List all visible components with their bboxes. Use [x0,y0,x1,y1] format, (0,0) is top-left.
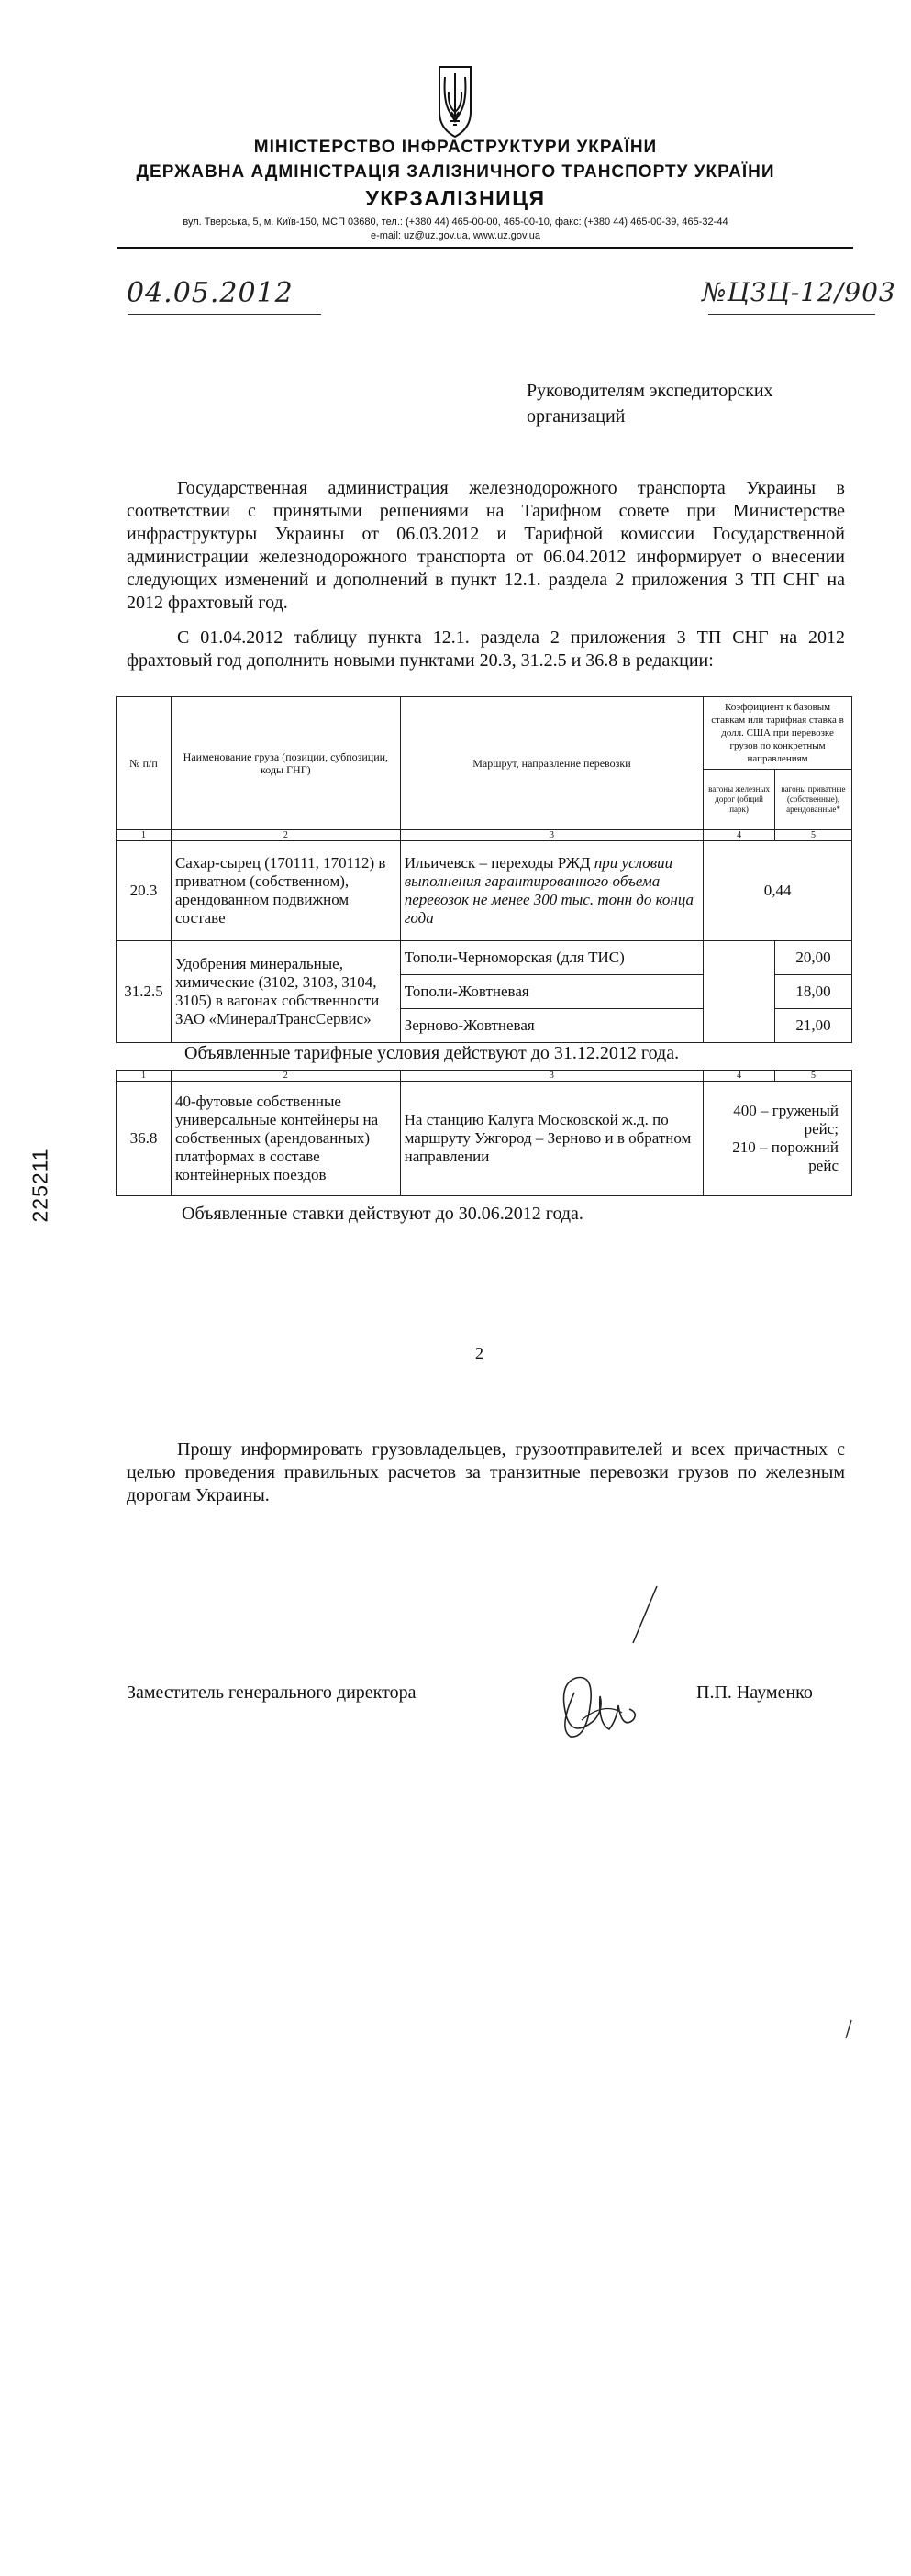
table2-column-numbers [117,1071,852,1082]
addressee-line2: организаций [527,406,626,427]
administration-title: ДЕРЖАВНА АДМІНІСТРАЦІЯ ЗАЛІЗНИЧНОГО ТРАНСПОРТУ УКРАЇНИ [136,162,775,182]
ukraine-trident-emblem-icon [437,64,473,139]
header-coef-private: вагоны приватные (собственные), арендованные* [775,770,852,830]
table1-note: Объявленные тарифные условия действуют до 31.12.2012 года. [184,1043,680,1063]
closing-paragraph: Прошу информировать грузовладельцев, грузоотправителей и всех причастных с целью проведения правильных расчетов за транзитные перевозки грузов по железным дорогам Украины. [127,1439,845,1505]
intro-paragraph-1: Государственная администрация железнодорожного транспорта Украины в соответствии с принятыми решениями на Тарифном совете при Министерстве инфраструктуры Украины от 06.03.2012 и Тарифной комиссии Государственной администрации железнодорожного транспорта от 06.04.2012 информирует о внесении следующих изменений и дополнений в пункт 12.1. раздела 2 приложения 3 ТП СНГ на 2012 фрахтовый год. [127,478,845,613]
handwritten-date: 04.05.2012 [127,277,294,309]
row-value: 20,00 [775,941,852,975]
col-number: 2 [171,1071,400,1082]
stray-mark-icon [844,2018,853,2040]
table-row [117,941,852,975]
contacts-line: e-mail: uz@uz.gov.ua, www.uz.gov.ua [370,230,540,241]
table-row [117,841,852,941]
row-route: Тополи-Жовтневая [400,975,703,1009]
tariff-table-1 [116,696,852,1043]
row-value: 21,00 [775,1009,852,1043]
row-route: Тополи-Черноморская (для ТИС) [400,941,703,975]
col-number: 1 [117,830,172,841]
value-empty: 210 – порожний рейс [732,1138,839,1174]
row-num: 36.8 [117,1082,172,1196]
row-value: 0,44 [704,841,852,941]
tariff-table-2 [116,1070,852,1196]
date-underline [128,314,321,315]
signatory-name: П.П. Науменко [696,1682,813,1703]
col-number: 5 [775,1071,852,1082]
row-num: 20.3 [117,841,172,941]
col-number: 1 [117,1071,172,1082]
row-num: 31.2.5 [117,941,172,1043]
table2-note: Объявленные ставки действуют до 30.06.2012 года. [182,1204,583,1224]
row-route: На станцию Калуга Московской ж.д. по маршруту Ужгород – Зерново и в обратном направлении [400,1082,703,1196]
col-number: 3 [400,1071,703,1082]
intro-paragraph-2: С 01.04.2012 таблицу пункта 12.1. раздела 2 приложения 3 ТП СНГ на 2012 фрахтовый год дополнить новыми пунктами 20.3, 31.2.5 и 36.8 в редакции: [127,627,845,671]
row-value: 18,00 [775,975,852,1009]
address-line: вул. Тверська, 5, м. Київ-150, МСП 03680, тел.: (+380 44) 465-00-00, 465-00-10, факс: (+380 44) 465-00-39, 465-32-44 [183,217,728,228]
header-coef-general: вагоны железных дорог (общий парк) [704,770,775,830]
col-number: 5 [775,830,852,841]
header-divider [117,247,853,249]
side-stamp [29,1149,53,1222]
signature-scribble-icon [549,1582,659,1757]
header-coefficient: Коэффициент к базовым ставкам или тарифная ставка в долл. США при перевозке грузов по конкретным направлениям [704,697,852,770]
row-cargo: Удобрения минеральные, химические (3102, 3103, 3104, 3105) в вагонах собственности ЗАО «МинералТрансСервис» [171,941,400,1043]
side-stamp-number: 225211 [28,1148,52,1223]
organization-title: УКРЗАЛІЗНИЦЯ [365,186,546,210]
row-cargo: Сахар-сырец (170111, 170112) в приватном (собственном), арендованном подвижном составе [171,841,400,941]
value-loaded: 400 – груженый рейс; [733,1102,839,1138]
row-value [704,1082,852,1196]
row-value-general [704,941,775,1043]
col-number: 3 [400,830,703,841]
number-underline [708,314,875,315]
col-number: 4 [704,1071,775,1082]
header-route: Маршрут, направление перевозки [400,697,703,830]
col-number: 2 [171,830,400,841]
route-condition: при условии выполнения гарантированного объема перевозок не менее 300 тыс. тонн до конца года [404,854,694,927]
header-cargo: Наименование груза (позиции, субпозиции, коды ГНГ) [171,697,400,830]
row-route: Зерново-Жовтневая [400,1009,703,1043]
ministry-title: МІНІСТЕРСТВО ІНФРАСТРУКТУРИ УКРАЇНИ [253,138,658,157]
table1-column-numbers [117,830,852,841]
row-cargo: 40-футовые собственные универсальные контейнеры на собственных (арендованных) платформах в составе контейнерных поездов [171,1082,400,1196]
signatory-position: Заместитель генерального директора [127,1682,417,1703]
addressee-line1: Руководителям экспедиторских [527,381,773,401]
table-row [117,1082,852,1196]
route-main: Ильичевск – переходы РЖД [404,854,594,872]
table1-header-row [117,697,852,770]
addressee [527,378,773,429]
header-num: № п/п [117,697,172,830]
col-number: 4 [704,830,775,841]
page-number: 2 [475,1344,483,1362]
row-route [400,841,703,941]
handwritten-number: №ЦЗЦ-12/903 [702,277,896,307]
